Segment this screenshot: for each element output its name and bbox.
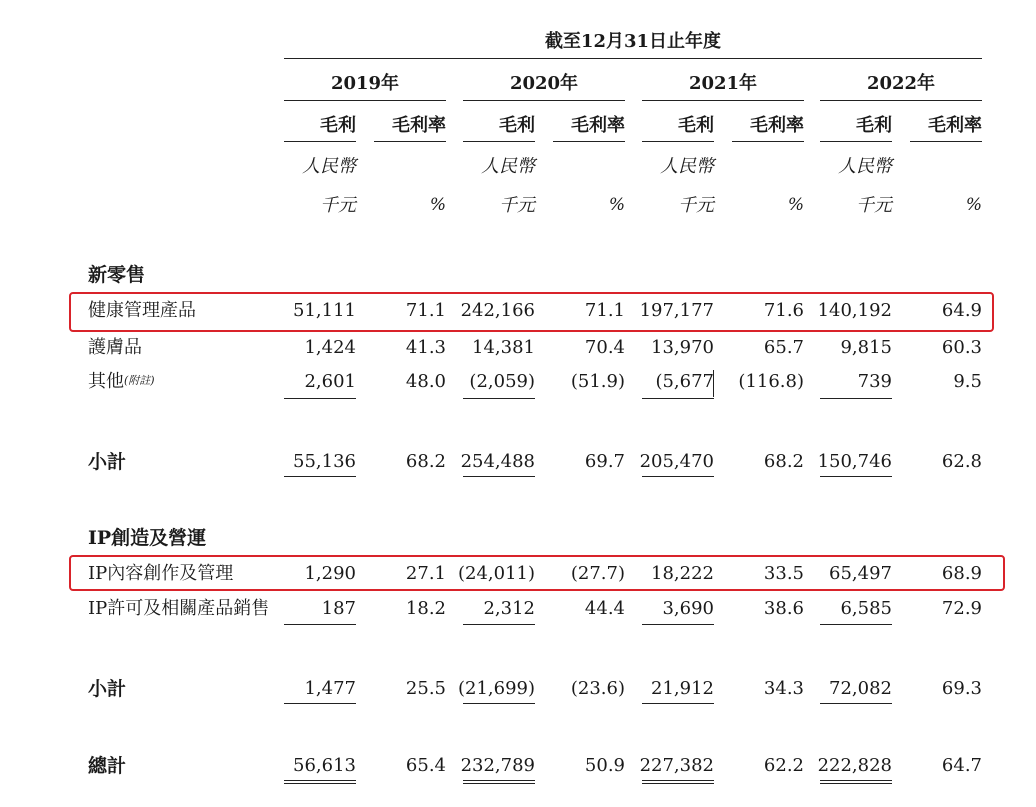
row-others-cell-0: 2,601 bbox=[304, 371, 356, 392]
subtotal-ip-cell-4: 21,912 bbox=[651, 678, 714, 699]
row-label-ip-content: IP內容創作及管理 bbox=[88, 563, 234, 584]
subheader-rule-gp-2021 bbox=[642, 141, 714, 142]
unit-percent-2019: % bbox=[429, 195, 446, 215]
total-cell-4: 227,382 bbox=[639, 755, 714, 776]
subtotal-label-new-retail: 小計 bbox=[88, 451, 127, 473]
subtotal-ip-cell-1: 25.5 bbox=[405, 678, 446, 699]
row-skincare-cell-6: 9,815 bbox=[840, 337, 892, 358]
subtotal-new-retail-cell-5: 68.2 bbox=[763, 451, 804, 472]
subheader-rule-gm-2022 bbox=[910, 141, 982, 142]
unit-currency-2021: 人民幣 bbox=[660, 156, 714, 177]
row-health-products-cell-7: 64.9 bbox=[941, 300, 982, 321]
rule-others-gp-2022 bbox=[820, 398, 892, 399]
unit-thousand-2021: 千元 bbox=[678, 195, 714, 216]
unit-percent-2022: % bbox=[965, 195, 982, 215]
footnote-ref: (附註) bbox=[124, 374, 155, 387]
total-cell-2: 232,789 bbox=[460, 755, 535, 776]
rule-subtotal1-2021 bbox=[642, 476, 714, 477]
row-others-cell-6: 739 bbox=[857, 371, 892, 392]
year-2020: 2020年 bbox=[509, 73, 579, 94]
row-health-products-cell-1: 71.1 bbox=[405, 300, 446, 321]
subheader-rule-gm-2019 bbox=[374, 141, 446, 142]
section-title-new-retail: 新零售 bbox=[88, 264, 146, 286]
unit-thousand-2022: 千元 bbox=[856, 195, 892, 216]
subtotal-new-retail-cell-3: 69.7 bbox=[584, 451, 625, 472]
rule-subtotal2-2019 bbox=[284, 703, 356, 704]
total-cell-1: 65.4 bbox=[405, 755, 446, 776]
rule-subtotal2-2022 bbox=[820, 703, 892, 704]
year-rule-2020 bbox=[463, 100, 625, 101]
year-rule-2022 bbox=[820, 100, 982, 101]
row-skincare-cell-5: 65.7 bbox=[763, 337, 804, 358]
subtotal-ip-cell-6: 72,082 bbox=[829, 678, 892, 699]
row-ip-license-cell-5: 38.6 bbox=[763, 598, 804, 619]
subheader-gp-2021: 毛利 bbox=[678, 115, 714, 136]
row-ip-license-cell-0: 187 bbox=[321, 598, 356, 619]
rule-license-gp-2020 bbox=[463, 624, 535, 625]
double-rule-total-2022 bbox=[820, 780, 892, 784]
total-cell-6: 222,828 bbox=[817, 755, 892, 776]
subtotal-ip-cell-5: 34.3 bbox=[763, 678, 804, 699]
rule-license-gp-2022 bbox=[820, 624, 892, 625]
subtotal-new-retail-cell-1: 68.2 bbox=[405, 451, 446, 472]
subtotal-new-retail-cell-0: 55,136 bbox=[293, 451, 356, 472]
subtotal-new-retail-cell-4: 205,470 bbox=[639, 451, 714, 472]
row-others-cell-1: 48.0 bbox=[405, 371, 446, 392]
subtotal-new-retail-cell-7: 62.8 bbox=[941, 451, 982, 472]
subheader-gm-2021: 毛利率 bbox=[750, 115, 804, 136]
row-ip-license-cell-4: 3,690 bbox=[662, 598, 714, 619]
rule-subtotal2-2021 bbox=[642, 703, 714, 704]
year-2022: 2022年 bbox=[866, 73, 936, 94]
subtotal-ip-cell-7: 69.3 bbox=[941, 678, 982, 699]
row-others-cell-7: 9.5 bbox=[953, 371, 982, 392]
header-rule bbox=[284, 58, 982, 59]
rule-license-gp-2021 bbox=[642, 624, 714, 625]
year-rule-2019 bbox=[284, 100, 446, 101]
row-label-ip-license: IP許可及相關產品銷售 bbox=[88, 598, 270, 619]
row-others-cell-5: (116.8) bbox=[738, 371, 804, 392]
row-health-products-cell-4: 197,177 bbox=[639, 300, 714, 321]
row-ip-license-cell-6: 6,585 bbox=[840, 598, 892, 619]
row-health-products-cell-6: 140,192 bbox=[817, 300, 892, 321]
rule-subtotal1-2019 bbox=[284, 476, 356, 477]
unit-thousand-2019: 千元 bbox=[320, 195, 356, 216]
rule-license-gp-2019 bbox=[284, 624, 356, 625]
rule-subtotal1-2020 bbox=[463, 476, 535, 477]
row-health-products-cell-2: 242,166 bbox=[460, 300, 535, 321]
section-title-ip: IP創造及營運 bbox=[88, 527, 207, 549]
unit-currency-2019: 人民幣 bbox=[302, 156, 356, 177]
row-label-skincare: 護膚品 bbox=[88, 337, 142, 358]
row-label-others bbox=[88, 373, 155, 391]
row-ip-content-cell-6: 65,497 bbox=[829, 563, 892, 584]
subheader-gp-2022: 毛利 bbox=[856, 115, 892, 136]
subheader-rule-gm-2020 bbox=[553, 141, 625, 142]
row-others-cell-4: (5,677 bbox=[655, 371, 714, 392]
subtotal-ip-cell-0: 1,477 bbox=[304, 678, 356, 699]
year-2019: 2019年 bbox=[330, 73, 400, 94]
row-label-others-text: 其他 bbox=[88, 371, 124, 392]
row-ip-license-cell-2: 2,312 bbox=[483, 598, 535, 619]
row-others-cell-3: (51.9) bbox=[570, 371, 625, 392]
total-label: 總計 bbox=[88, 755, 127, 777]
row-ip-content-cell-1: 27.1 bbox=[405, 563, 446, 584]
row-skincare-cell-2: 14,381 bbox=[472, 337, 535, 358]
subtotal-ip-cell-3: (23.6) bbox=[570, 678, 625, 699]
row-label-health-products: 健康管理產品 bbox=[88, 300, 196, 321]
row-health-products-cell-3: 71.1 bbox=[584, 300, 625, 321]
subheader-gm-2019: 毛利率 bbox=[392, 115, 446, 136]
rule-subtotal1-2022 bbox=[820, 476, 892, 477]
subtotal-new-retail-cell-6: 150,746 bbox=[817, 451, 892, 472]
row-ip-content-cell-4: 18,222 bbox=[651, 563, 714, 584]
row-skincare-cell-7: 60.3 bbox=[941, 337, 982, 358]
row-skincare-cell-1: 41.3 bbox=[405, 337, 446, 358]
subheader-rule-gm-2021 bbox=[732, 141, 804, 142]
row-ip-license-cell-1: 18.2 bbox=[405, 598, 446, 619]
subheader-rule-gp-2022 bbox=[820, 141, 892, 142]
row-others-cell-2: (2,059) bbox=[469, 371, 535, 392]
row-ip-content-cell-2: (24,011) bbox=[457, 563, 535, 584]
total-cell-5: 62.2 bbox=[763, 755, 804, 776]
subheader-rule-gp-2019 bbox=[284, 141, 356, 142]
unit-currency-2020: 人民幣 bbox=[481, 156, 535, 177]
subheader-gm-2020: 毛利率 bbox=[571, 115, 625, 136]
row-ip-content-cell-7: 68.9 bbox=[941, 563, 982, 584]
year-rule-2021 bbox=[642, 100, 804, 101]
double-rule-total-2021 bbox=[642, 780, 714, 784]
row-skincare-cell-4: 13,970 bbox=[651, 337, 714, 358]
subtotal-ip-cell-2: (21,699) bbox=[457, 678, 535, 699]
subheader-rule-gp-2020 bbox=[463, 141, 535, 142]
row-ip-content-cell-3: (27.7) bbox=[570, 563, 625, 584]
total-cell-7: 64.7 bbox=[941, 755, 982, 776]
unit-currency-2022: 人民幣 bbox=[838, 156, 892, 177]
unit-percent-2021: % bbox=[787, 195, 804, 215]
row-health-products-cell-0: 51,111 bbox=[293, 300, 356, 321]
rule-others-gp-2019 bbox=[284, 398, 356, 399]
total-cell-3: 50.9 bbox=[584, 755, 625, 776]
double-rule-total-2020 bbox=[463, 780, 535, 784]
year-2021: 2021年 bbox=[688, 73, 758, 94]
double-rule-total-2019 bbox=[284, 780, 356, 784]
row-ip-license-cell-3: 44.4 bbox=[584, 598, 625, 619]
total-cell-0: 56,613 bbox=[293, 755, 356, 776]
unit-percent-2020: % bbox=[608, 195, 625, 215]
rule-others-gp-2021 bbox=[642, 398, 714, 399]
rule-subtotal2-2020 bbox=[463, 703, 535, 704]
row-ip-content-cell-5: 33.5 bbox=[763, 563, 804, 584]
subheader-gm-2022: 毛利率 bbox=[928, 115, 982, 136]
row-skincare-cell-0: 1,424 bbox=[304, 337, 356, 358]
unit-thousand-2020: 千元 bbox=[499, 195, 535, 216]
subheader-gp-2019: 毛利 bbox=[320, 115, 356, 136]
subheader-gp-2020: 毛利 bbox=[499, 115, 535, 136]
row-skincare-cell-3: 70.4 bbox=[584, 337, 625, 358]
period-title: 截至12月31日止年度 bbox=[544, 31, 722, 52]
rule-others-gp-2020 bbox=[463, 398, 535, 399]
row-health-products-cell-5: 71.6 bbox=[763, 300, 804, 321]
subtotal-label-ip: 小計 bbox=[88, 678, 127, 700]
row-ip-license-cell-7: 72.9 bbox=[941, 598, 982, 619]
subtotal-new-retail-cell-2: 254,488 bbox=[460, 451, 535, 472]
row-ip-content-cell-0: 1,290 bbox=[304, 563, 356, 584]
